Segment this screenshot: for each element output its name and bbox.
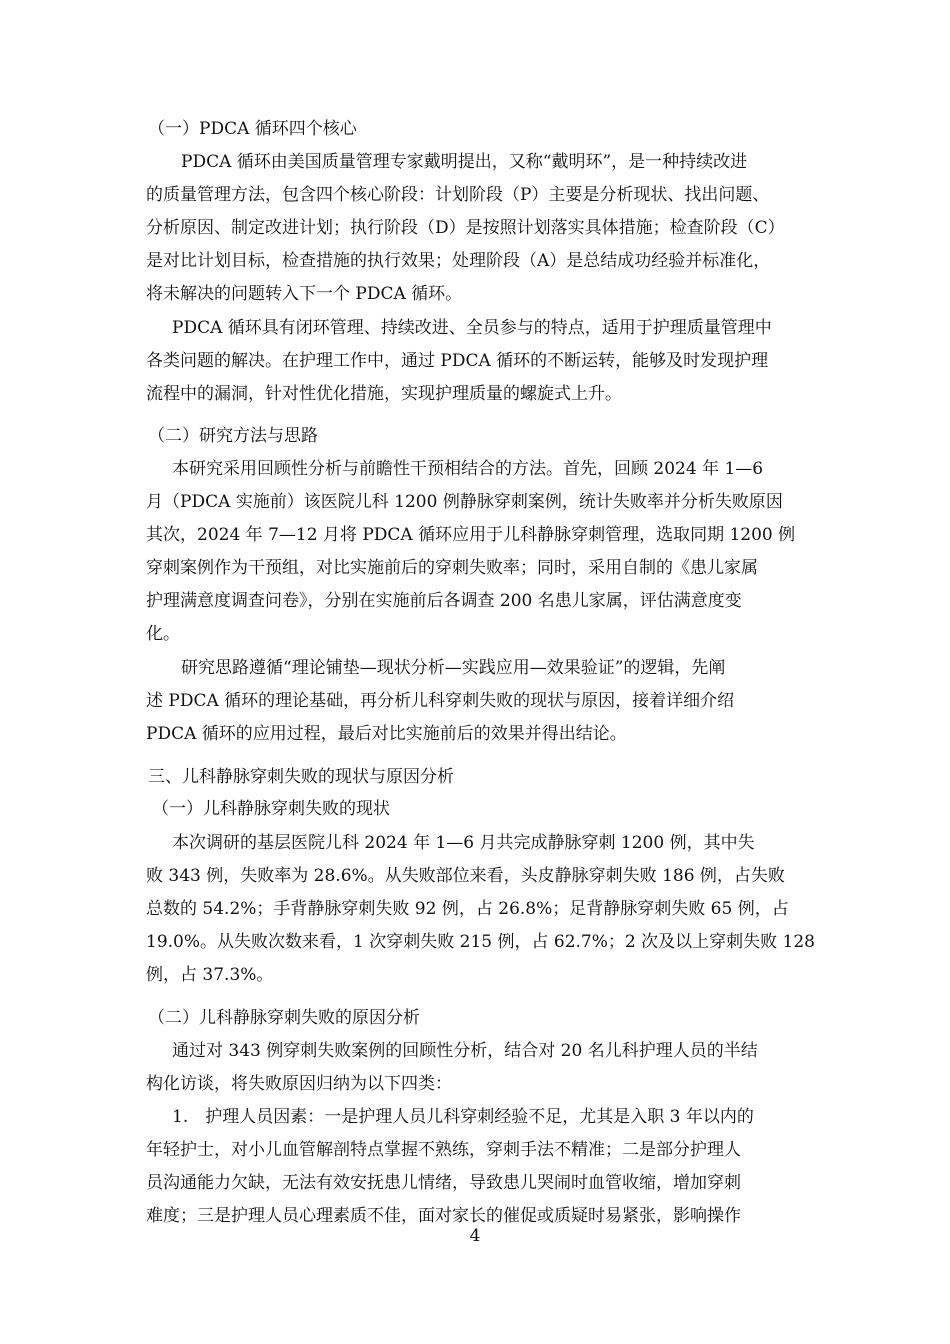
list-item-line: 员沟通能力欠缺，无法有效安抚患儿情绪，导致患儿哭闹时血管收缩，增加穿刺 bbox=[146, 1173, 741, 1193]
paragraph-line: PDCA 循环由美国质量管理专家戴明提出，又称“戴明环”，是一种持续改进 bbox=[181, 152, 748, 172]
paragraph-line: 通过对 343 例穿刺失败案例的回顾性分析，结合对 20 名儿科护理人员的半结 bbox=[172, 1041, 758, 1061]
paragraph-line: 例，占 37.3%。 bbox=[146, 965, 274, 985]
page-number: 4 bbox=[469, 1226, 481, 1246]
paragraph-line: 述 PDCA 循环的理论基础，再分析儿科穿刺失败的现状与原因，接着详细介绍 bbox=[146, 691, 735, 711]
paragraph-line: 研究思路遵循“理论铺垫—现状分析—实践应用—效果验证”的逻辑，先阐 bbox=[181, 658, 726, 678]
section-heading-methods: （二）研究方法与思路 bbox=[148, 426, 318, 446]
paragraph-line: 的质量管理方法，包含四个核心阶段：计划阶段（P）主要是分析现状、找出问题、 bbox=[146, 185, 770, 205]
paragraph-line: 将未解决的问题转入下一个 PDCA 循环。 bbox=[146, 284, 463, 304]
paragraph-line: 各类问题的解决。在护理工作中，通过 PDCA 循环的不断运转，能够及时发现护理 bbox=[146, 351, 769, 371]
section-heading-pdca-core: （一）PDCA 循环四个核心 bbox=[148, 119, 357, 139]
list-item-line: 难度；三是护理人员心理素质不佳，面对家长的催促或质疑时易紧张，影响操作 bbox=[146, 1206, 741, 1226]
paragraph-line: 19.0%。从失败次数来看，1 次穿刺失败 215 例，占 62.7%；2 次及以上穿刺失败 128 bbox=[146, 932, 815, 952]
chapter-heading: 三、儿科静脉穿刺失败的现状与原因分析 bbox=[148, 767, 454, 787]
paragraph-line: PDCA 循环的应用过程，最后对比实施前后的效果并得出结论。 bbox=[146, 724, 627, 744]
section-heading-causes: （二）儿科静脉穿刺失败的原因分析 bbox=[148, 1008, 420, 1028]
paragraph-line: 构化访谈，将失败原因归纳为以下四类： bbox=[146, 1074, 452, 1094]
paragraph-line: 穿刺案例作为干预组，对比实施前后的穿刺失败率；同时，采用自制的《患儿家属 bbox=[146, 558, 758, 578]
paragraph-line: 月（PDCA 实施前）该医院儿科 1200 例静脉穿刺案例，统计失败率并分析失败原因 bbox=[146, 492, 783, 512]
paragraph-line: 本研究采用回顾性分析与前瞻性干预相结合的方法。首先，回顾 2024 年 1—6 bbox=[172, 459, 764, 479]
paragraph-line: 总数的 54.2%；手背静脉穿刺失败 92 例，占 26.8%；足背静脉穿刺失败 65 例，占 bbox=[146, 899, 789, 919]
paragraph-line: 其次，2024 年 7—12 月将 PDCA 循环应用于儿科静脉穿刺管理，选取同期 1200 例 bbox=[146, 525, 796, 545]
paragraph-line: 是对比计划目标，检查措施的执行效果；处理阶段（A）是总结成功经验并标准化， bbox=[146, 251, 771, 271]
list-item-line: 1. 护理人员因素：一是护理人员儿科穿刺经验不足，尤其是入职 3 年以内的 bbox=[172, 1107, 754, 1127]
section-heading-status: （一）儿科静脉穿刺失败的现状 bbox=[152, 799, 390, 819]
list-item-line: 年轻护士，对小儿血管解剖特点掌握不熟练，穿刺手法不精准；二是部分护理人 bbox=[146, 1140, 741, 1160]
paragraph-line: 流程中的漏洞，针对性优化措施，实现护理质量的螺旋式上升。 bbox=[146, 384, 622, 404]
paragraph-line: 败 343 例，失败率为 28.6%。从失败部位来看，头皮静脉穿刺失败 186 例，占失败 bbox=[146, 866, 785, 886]
paragraph-line: 化。 bbox=[146, 624, 180, 644]
paragraph-line: 本次调研的基层医院儿科 2024 年 1—6 月共完成静脉穿刺 1200 例，其中失 bbox=[172, 833, 755, 853]
paragraph-line: 护理满意度调查问卷》，分别在实施前后各调查 200 名患儿家属，评估满意度变 bbox=[146, 591, 742, 611]
paragraph-line: 分析原因、制定改进计划；执行阶段（D）是按照计划落实具体措施；检查阶段（C） bbox=[146, 218, 785, 238]
paragraph-line: PDCA 循环具有闭环管理、持续改进、全员参与的特点，适用于护理质量管理中 bbox=[172, 318, 772, 338]
